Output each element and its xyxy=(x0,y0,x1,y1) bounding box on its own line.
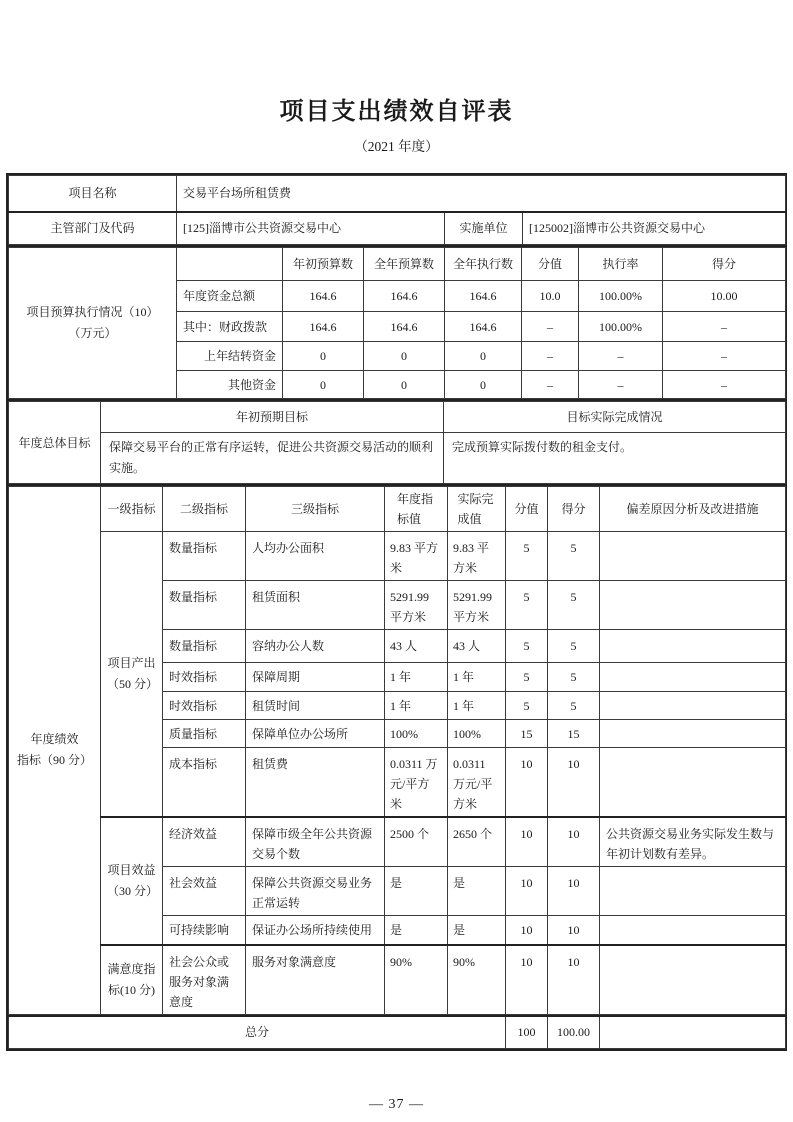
budget-cell: – xyxy=(579,342,663,371)
cell-points: 5 xyxy=(506,663,548,692)
cell-points: 15 xyxy=(506,720,548,748)
page-subtitle: （2021 年度） xyxy=(354,139,439,154)
cell-level2: 时效指标 xyxy=(163,663,246,692)
goal-actual-header: 目标实际完成情况 xyxy=(444,402,786,433)
cell-score: 10 xyxy=(548,945,600,1015)
indicators-section-label-line1: 年度绩效 xyxy=(30,732,79,747)
indicator-row xyxy=(9,945,786,1015)
cell-deviation xyxy=(600,720,786,748)
cell-level2: 数量指标 xyxy=(163,581,246,630)
indicator-header-row xyxy=(9,487,786,532)
table-row xyxy=(9,176,786,212)
indicator-header: 一级指标 xyxy=(101,487,163,532)
project-name-label: 项目名称 xyxy=(9,176,177,212)
indicator-header: 得分 xyxy=(548,487,600,532)
budget-cell: – xyxy=(663,312,786,342)
cell-level3: 租赁费 xyxy=(246,748,385,818)
cell-target: 是 xyxy=(385,916,448,945)
cell-level3: 保障公共资源交易业务正常运转 xyxy=(246,867,385,916)
cell-points: 10 xyxy=(506,867,548,916)
dept-value: [125]淄博市公共资源交易中心 xyxy=(177,212,445,245)
indicator-row xyxy=(9,532,786,581)
budget-row-label: 其他资金 xyxy=(177,371,283,399)
budget-cell: 10.0 xyxy=(522,281,579,312)
cell-level2: 数量指标 xyxy=(163,532,246,581)
cell-points: 10 xyxy=(506,748,548,818)
budget-cell: – xyxy=(522,342,579,371)
cell-points: 5 xyxy=(506,692,548,720)
cell-level3: 容纳办公人数 xyxy=(246,630,385,663)
cell-actual: 100% xyxy=(448,720,506,748)
cell-level3: 保证办公场所持续使用 xyxy=(246,916,385,945)
cell-target: 0.0311 万元/平方米 xyxy=(385,748,448,818)
section-budget xyxy=(8,247,785,401)
cell-deviation: 公共资源交易业务实际发生数与年初计划数有差异。 xyxy=(600,817,786,867)
budget-header: 分值 xyxy=(522,248,579,281)
cell-score: 10 xyxy=(548,748,600,818)
total-label: 总分 xyxy=(9,1016,506,1049)
budget-cell: 164.6 xyxy=(445,312,522,342)
goal-actual-text: 完成预算实际拨付数的租金支付。 xyxy=(444,433,786,484)
budget-cell: 10.00 xyxy=(663,281,786,312)
table-row xyxy=(9,212,786,245)
cell-actual: 是 xyxy=(448,867,506,916)
cell-level2: 时效指标 xyxy=(163,692,246,720)
goal-section-label: 年度总体目标 xyxy=(9,402,101,484)
cell-score: 5 xyxy=(548,532,600,581)
section-project-info xyxy=(8,175,785,247)
budget-section-label-line1: 项目预算执行情况（10） xyxy=(26,305,159,319)
cell-actual: 90% xyxy=(448,945,506,1015)
budget-cell: 164.6 xyxy=(445,281,522,312)
budget-cell: 0 xyxy=(283,371,364,399)
total-deviation xyxy=(600,1016,786,1049)
cell-level2: 可持续影响 xyxy=(163,916,246,945)
table-row xyxy=(9,248,786,281)
cell-level2: 成本指标 xyxy=(163,748,246,818)
cell-score: 10 xyxy=(548,916,600,945)
budget-header: 年初预算数 xyxy=(283,248,364,281)
cell-level3: 租赁时间 xyxy=(246,692,385,720)
cell-deviation xyxy=(600,692,786,720)
indicator-header: 分值 xyxy=(506,487,548,532)
budget-cell: 164.6 xyxy=(364,281,445,312)
budget-cell: 0 xyxy=(364,371,445,399)
cell-actual: 43 人 xyxy=(448,630,506,663)
cell-actual: 9.83 平方米 xyxy=(448,532,506,581)
total-points: 100 xyxy=(506,1016,548,1049)
budget-cell: – xyxy=(663,371,786,399)
budget-cell: 100.00% xyxy=(579,312,663,342)
cell-score: 10 xyxy=(548,867,600,916)
indicators-section-label xyxy=(9,487,101,1015)
cell-level3: 租赁面积 xyxy=(246,581,385,630)
cell-deviation xyxy=(600,663,786,692)
budget-cell: 0 xyxy=(445,371,522,399)
goal-expected-header: 年初预期目标 xyxy=(101,402,444,433)
dept-label: 主管部门及代码 xyxy=(9,212,177,245)
section-indicators xyxy=(8,486,785,1049)
cell-level3: 保障市级全年公共资源交易个数 xyxy=(246,817,385,867)
cell-actual: 1 年 xyxy=(448,663,506,692)
cell-actual: 1 年 xyxy=(448,692,506,720)
indicator-header: 实际完成值 xyxy=(448,487,506,532)
impl-unit-value: [125002]淄博市公共资源交易中心 xyxy=(523,212,786,245)
budget-cell: 164.6 xyxy=(283,312,364,342)
cell-score: 5 xyxy=(548,581,600,630)
cell-target: 2500 个 xyxy=(385,817,448,867)
budget-row-label: 上年结转资金 xyxy=(177,342,283,371)
indicator-header: 偏差原因分析及改进措施 xyxy=(600,487,786,532)
cell-target: 100% xyxy=(385,720,448,748)
budget-section-label-line2: （万元） xyxy=(68,326,117,340)
cell-score: 5 xyxy=(548,630,600,663)
cell-target: 9.83 平方米 xyxy=(385,532,448,581)
budget-cell: – xyxy=(522,371,579,399)
indicator-header: 三级指标 xyxy=(246,487,385,532)
cell-score: 15 xyxy=(548,720,600,748)
budget-corner-cell xyxy=(177,248,283,281)
cell-actual: 5291.99 平方米 xyxy=(448,581,506,630)
evaluation-table xyxy=(6,173,787,1051)
goal-expected-text: 保障交易平台的正常有序运转，促进公共资源交易活动的顺利实施。 xyxy=(101,433,444,484)
cell-level2: 社会效益 xyxy=(163,867,246,916)
cell-level3: 服务对象满意度 xyxy=(246,945,385,1015)
cell-points: 10 xyxy=(506,916,548,945)
cell-deviation xyxy=(600,532,786,581)
indicator-header: 年度指标值 xyxy=(385,487,448,532)
budget-row-label: 年度资金总额 xyxy=(177,281,283,312)
cell-points: 5 xyxy=(506,581,548,630)
budget-header: 全年执行数 xyxy=(445,248,522,281)
cell-points: 10 xyxy=(506,817,548,867)
cell-target: 90% xyxy=(385,945,448,1015)
section-goal xyxy=(8,401,785,486)
budget-row-label: 其中：财政拨款 xyxy=(177,312,283,342)
budget-header: 全年预算数 xyxy=(364,248,445,281)
budget-cell: 0 xyxy=(445,342,522,371)
budget-cell: 164.6 xyxy=(283,281,364,312)
impl-unit-label: 实施单位 xyxy=(445,212,523,245)
cell-target: 是 xyxy=(385,867,448,916)
cell-target: 1 年 xyxy=(385,692,448,720)
level1-group-satisfaction: 满意度指 标(10 分) xyxy=(101,945,163,1015)
cell-score: 10 xyxy=(548,817,600,867)
budget-cell: 164.6 xyxy=(364,312,445,342)
cell-score: 5 xyxy=(548,663,600,692)
cell-actual: 0.0311 万元/平方米 xyxy=(448,748,506,818)
cell-level2: 社会公众或服务对象满意度 xyxy=(163,945,246,1015)
indicators-section-label-line2: 指标（90 分） xyxy=(16,753,92,768)
cell-deviation xyxy=(600,748,786,818)
cell-target: 43 人 xyxy=(385,630,448,663)
cell-deviation xyxy=(600,916,786,945)
cell-deviation xyxy=(600,867,786,916)
cell-deviation xyxy=(600,581,786,630)
cell-actual: 2650 个 xyxy=(448,817,506,867)
budget-cell: 100.00% xyxy=(579,281,663,312)
total-row xyxy=(9,1016,786,1049)
cell-level2: 质量指标 xyxy=(163,720,246,748)
budget-cell: – xyxy=(579,371,663,399)
budget-cell: – xyxy=(663,342,786,371)
budget-header: 得分 xyxy=(663,248,786,281)
cell-target: 5291.99 平方米 xyxy=(385,581,448,630)
cell-deviation xyxy=(600,945,786,1015)
budget-cell: 0 xyxy=(283,342,364,371)
cell-level2: 经济效益 xyxy=(163,817,246,867)
indicator-row xyxy=(9,817,786,867)
budget-header: 执行率 xyxy=(579,248,663,281)
page-title: 项目支出绩效自评表 xyxy=(279,98,514,125)
cell-level2: 数量指标 xyxy=(163,630,246,663)
cell-level3: 保障周期 xyxy=(246,663,385,692)
level1-group-benefit: 项目效益 （30 分） xyxy=(101,817,163,945)
indicator-header: 二级指标 xyxy=(163,487,246,532)
cell-points: 5 xyxy=(506,532,548,581)
cell-level3: 人均办公面积 xyxy=(246,532,385,581)
level1-group-output: 项目产出 （50 分） xyxy=(101,532,163,818)
cell-target: 1 年 xyxy=(385,663,448,692)
cell-points: 5 xyxy=(506,630,548,663)
budget-cell: – xyxy=(522,312,579,342)
cell-level3: 保障单位办公场所 xyxy=(246,720,385,748)
cell-score: 5 xyxy=(548,692,600,720)
total-score: 100.00 xyxy=(548,1016,600,1049)
budget-cell: 0 xyxy=(364,342,445,371)
project-name-value: 交易平台场所租赁费 xyxy=(177,176,786,212)
table-row xyxy=(9,433,786,484)
cell-actual: 是 xyxy=(448,916,506,945)
page-number: — 37 — xyxy=(369,1097,424,1112)
cell-points: 10 xyxy=(506,945,548,1015)
table-row xyxy=(9,402,786,433)
cell-deviation xyxy=(600,630,786,663)
budget-section-label xyxy=(9,248,177,399)
